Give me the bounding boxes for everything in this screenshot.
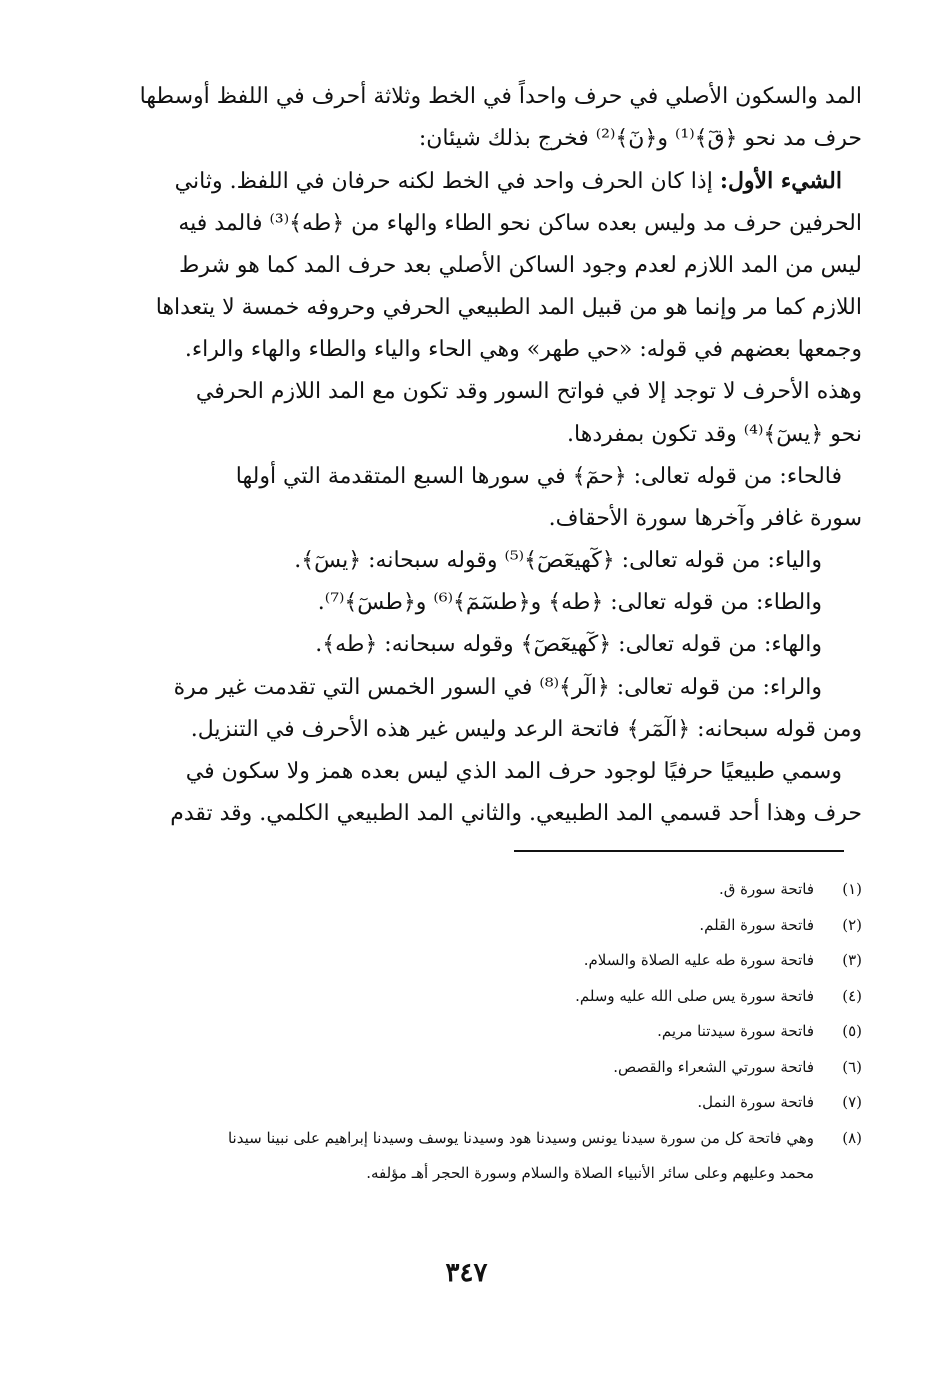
footnote-text: فاتحة سورتي الشعراء والقصص. bbox=[613, 1057, 814, 1076]
text-line: فالحاء: من قوله تعالى: ﴿حمٓ﴾ في سورها السبع المتقدمة التي أولها bbox=[235, 463, 842, 489]
footnote-number: (٣) bbox=[842, 951, 862, 969]
text-line: وهذه الأحرف لا توجد إلا في فواتح السور وقد تكون مع المد اللازم الحرفي bbox=[195, 379, 862, 405]
text-line: سورة غافر وآخرها سورة الأحقاف. bbox=[548, 505, 862, 531]
text-line: المد والسكون الأصلي في حرف واحداً في الخط وثلاثة أحرف في اللفظ أوسطها bbox=[139, 84, 862, 109]
text-line: حرف وهذا أحد قسمي المد الطبيعي. والثاني المد الطبيعي الكلمي. وقد تقدم bbox=[170, 801, 862, 827]
footnotes bbox=[100, 872, 862, 1191]
footnote-text: فاتحة سورة سيدتنا مريم. bbox=[657, 1022, 814, 1040]
footnote bbox=[100, 979, 862, 1015]
footnote-text-continued: محمد وعليهم وعلى سائر الأنبياء الصلاة والسلام وسورة الحجر أهـ مؤلفه. bbox=[366, 1163, 814, 1182]
text-line: ومن قوله سبحانه: ﴿الٓمٓر﴾ فاتحة الرعد وليس غير هذه الأحرف في التنزيل. bbox=[190, 716, 862, 742]
footnote-number: (٥) bbox=[842, 1022, 862, 1040]
page-number: ٣٤٧ bbox=[445, 1258, 488, 1288]
footnote-text: فاتحة سورة ق. bbox=[718, 880, 814, 898]
text-line: حرف مد نحو ﴿قٓ﴾⁽¹⁾ و﴿نٓ﴾⁽²⁾ فخرج بذلك شيئان: bbox=[418, 126, 862, 152]
footnote-text: فاتحة سورة القلم. bbox=[699, 915, 814, 934]
text-line: اللازم كما مر وإنما هو من قبيل المد الطبيعي الحرفي وحروفه خمسة لا يتعداها bbox=[155, 294, 862, 320]
text-line: وجمعها بعضهم في قوله: «حي طهر» وهي الحاء والياء والطاء والهاء والراء. bbox=[184, 337, 862, 363]
footnote bbox=[100, 908, 862, 944]
footnote bbox=[100, 1014, 862, 1050]
footnote-number: (٤) bbox=[842, 986, 862, 1005]
text-line: نحو ﴿يسٓ﴾⁽⁴⁾ وقد تكون بمفردها. bbox=[567, 421, 862, 447]
footnote bbox=[100, 1050, 862, 1086]
footnote-text: وهي فاتحة كل من سورة سيدنا يونس وسيدنا هود وسيدنا يوسف وسيدنا إبراهيم على نبينا سيدنا bbox=[227, 1128, 814, 1147]
footnote bbox=[100, 943, 862, 979]
footnote-text: فاتحة سورة النمل. bbox=[697, 1093, 814, 1111]
footnote-number: (١) bbox=[842, 880, 862, 898]
footnote-number: (٦) bbox=[842, 1057, 862, 1076]
footnote-separator bbox=[514, 850, 844, 852]
footnote-text: فاتحة سورة طه عليه الصلاة والسلام. bbox=[583, 951, 814, 969]
footnote bbox=[100, 1085, 862, 1121]
footnote bbox=[100, 872, 862, 908]
text-line: والياء: من قوله تعالى: ﴿كٓهيعٓصٓ﴾⁽⁵⁾ وقوله سبحانه: ﴿يسٓ﴾. bbox=[294, 548, 822, 574]
text-line-rest: إذا كان الحرف واحد في الخط لكنه حرفان في اللفظ. وثاني bbox=[174, 169, 713, 195]
main-text bbox=[100, 76, 862, 835]
text-line: والطاء: من قوله تعالى: ﴿طه﴾ و﴿طسٓمٓ﴾⁽⁶⁾ و﴿طسٓ﴾⁽⁷⁾. bbox=[317, 590, 822, 616]
footnote-number: (٢) bbox=[842, 915, 862, 934]
footnote-text: فاتحة سورة يس صلى الله عليه وسلم. bbox=[575, 986, 814, 1005]
text-line: والهاء: من قوله تعالى: ﴿كٓهيعٓصٓ﴾ وقوله سبحانه: ﴿طه﴾. bbox=[315, 632, 822, 658]
text-line bbox=[100, 160, 862, 202]
footnote-number: (٧) bbox=[842, 1093, 862, 1111]
text-line: الحرفين حرف مد وليس بعده ساكن نحو الطاء والهاء من ﴿طه﴾⁽³⁾ فالمد فيه bbox=[178, 210, 862, 236]
footnote-number: (٨) bbox=[842, 1128, 862, 1147]
text-line: ليس من المد اللازم لعدم وجود الساكن الأصلي بعد حرف المد كما هو شرط bbox=[179, 252, 862, 278]
footnote bbox=[100, 1121, 862, 1191]
first-thing-label: الشيء الأول: bbox=[719, 168, 842, 195]
footnote-text-block bbox=[100, 1121, 814, 1191]
text-line: وسمي طبيعيًا حرفيًا لوجود حرف المد الذي ليس بعده همز ولا سكون في bbox=[185, 759, 842, 784]
text-line: والراء: من قوله تعالى: ﴿الٓر﴾⁽⁸⁾ في السور الخمس التي تقدمت غير مرة bbox=[173, 674, 822, 700]
